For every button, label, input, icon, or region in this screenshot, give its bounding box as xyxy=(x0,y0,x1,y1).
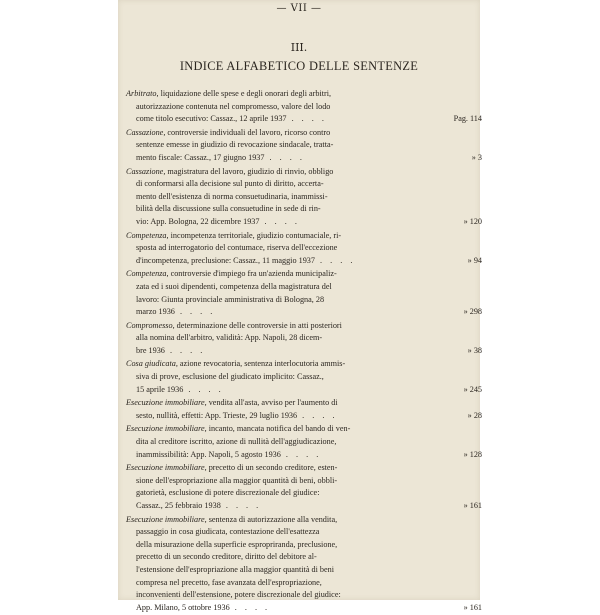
entry-term: Cassazione xyxy=(126,127,164,137)
entry-line xyxy=(126,281,482,294)
dot-leader: . . . . xyxy=(174,307,216,317)
book-page xyxy=(118,0,482,612)
entry-line xyxy=(126,101,482,114)
entry-line xyxy=(126,526,482,539)
entry-text: inconvenienti dell'estensione, potere discrezionale del giudice: xyxy=(136,590,341,600)
entry-text: , controversie d'impiego fra un'azienda municipaliz- xyxy=(166,269,337,279)
entry-text: marzo 1936 xyxy=(136,307,175,317)
entry-text: l'estensione dell'espropriazione alla maggior quantità di beni xyxy=(136,564,335,574)
entry-text: come titolo esecutivo: Cassaz., 12 aprile 1937 xyxy=(136,114,287,124)
entry-line xyxy=(126,191,482,204)
entry-line xyxy=(126,397,482,410)
entry-line xyxy=(126,589,482,602)
entry-line xyxy=(126,487,482,500)
entry-text: vio: App. Bologna, 22 dicembre 1937 xyxy=(136,216,260,226)
entry-text: Cassaz., 25 febbraio 1938 xyxy=(136,501,221,510)
page-reference: » 298 xyxy=(463,307,482,317)
entry-line xyxy=(126,152,482,165)
entry-line xyxy=(126,294,482,307)
entry-line xyxy=(126,514,482,527)
entry-text: , azione revocatoria, sentenza interlocutoria ammis- xyxy=(175,359,346,369)
dot-leader: . . . . xyxy=(264,152,305,162)
entry-line xyxy=(126,306,482,319)
entry-line xyxy=(126,166,482,179)
index-entry xyxy=(126,320,482,358)
dot-leader: . . . . xyxy=(297,410,338,420)
entry-line xyxy=(126,113,482,126)
page-reference: » 128 xyxy=(463,449,482,459)
entry-term: Esecuzione immobiliare xyxy=(126,398,205,408)
entry-text: sione dell'espropriazione alla maggior quantità di beni, obbli- xyxy=(136,475,338,485)
page-reference: » 94 xyxy=(467,255,482,265)
page-reference: Pag. 114 xyxy=(453,114,482,124)
entry-text: lavoro: Giunta provinciale amministrativa di Bologna, 28 xyxy=(136,294,325,304)
index-entry xyxy=(126,397,482,422)
entry-line xyxy=(126,462,482,475)
section-title: INDICE ALFABETICO DELLE SENTENZE xyxy=(179,59,419,73)
dot-leader: . . . . xyxy=(183,384,224,394)
entry-term: Esecuzione immobiliare xyxy=(126,514,205,524)
index-entries xyxy=(126,88,482,615)
entry-text: , vendita all'asta, avviso per l'aumento di xyxy=(204,398,338,408)
entry-term: Cassazione xyxy=(126,166,164,176)
entry-line xyxy=(126,242,482,255)
entry-term: Cosa giudicata xyxy=(126,359,176,369)
entry-line xyxy=(126,564,482,577)
section-number: III. xyxy=(290,41,308,54)
entry-text: mento fiscale: Cassaz., 17 giugno 1937 xyxy=(136,152,265,162)
entry-line xyxy=(126,139,482,152)
entry-line xyxy=(126,332,482,345)
index-entry xyxy=(126,358,482,396)
page-folio: — VII — xyxy=(276,3,322,14)
dot-leader: . . . . xyxy=(280,449,322,459)
entry-line xyxy=(126,475,482,488)
entry-text: zata ed i suoi dipendenti, competenza della magistratura del xyxy=(136,281,332,291)
entry-text: sposta ad interrogatorio del contumace, riserva dell'eccezione xyxy=(136,243,338,253)
entry-text: passaggio in cosa giudicata, contestazione dell'esattezza xyxy=(136,527,320,537)
index-entry xyxy=(126,462,482,512)
entry-line xyxy=(126,551,482,564)
dot-leader: . . . . xyxy=(259,216,300,226)
entry-text: , incompetenza territoriale, giudizio contumaciale, ri- xyxy=(166,230,342,240)
page-reference: » 161 xyxy=(463,501,482,510)
entry-line xyxy=(126,268,482,281)
entry-line xyxy=(126,577,482,590)
entry-term: Esecuzione immobiliare xyxy=(126,424,205,434)
entry-line xyxy=(126,320,482,333)
entry-text: siva di prove, esclusione del giudicato implicito: Cassaz., xyxy=(136,372,324,382)
entry-line xyxy=(126,449,482,462)
entry-text: App. Milano, 5 ottobre 1936 xyxy=(136,602,230,612)
entry-text: gatorietà, esclusione di potere discrezionale del giudice: xyxy=(136,488,320,498)
entry-text: precetto di un secondo creditore, diritto del debitore al- xyxy=(136,552,317,562)
page-reference: » 161 xyxy=(463,602,482,612)
entry-text: bre 1936 xyxy=(136,345,165,355)
entry-text: di conformarsi alla decisione sul punto di diritto, accerta- xyxy=(136,179,324,189)
index-entry xyxy=(126,230,482,268)
entry-text: , liquidazione delle spese e degli onorari degli arbitri, xyxy=(156,89,332,98)
entry-line xyxy=(126,127,482,140)
entry-text: dita al creditore iscritto, azione di nullità dell'aggiudicazione, xyxy=(136,437,337,447)
entry-text: della misurazione della superficie espropriranda, preclusione, xyxy=(136,539,338,549)
entry-line xyxy=(126,203,482,216)
entry-text: sesto, nullità, effetti: App. Trieste, 29 luglio 1936 xyxy=(136,410,298,420)
entry-text: d'incompetenza, preclusione: Cassaz., 11 maggio 1937 xyxy=(136,255,315,265)
entry-term: Arbitrato xyxy=(126,89,157,98)
index-entry xyxy=(126,166,482,229)
page-reference: » 28 xyxy=(467,410,482,420)
entry-line xyxy=(126,178,482,191)
entry-line xyxy=(126,602,482,615)
dot-leader: . . . . xyxy=(229,602,271,612)
page-reference: » 120 xyxy=(463,216,482,226)
entry-line xyxy=(126,423,482,436)
entry-text: mento dell'esistenza di norma consuetudinaria, inammissi- xyxy=(136,191,328,201)
entry-term: Competenza xyxy=(126,269,167,279)
entry-term: Esecuzione immobiliare xyxy=(126,463,205,473)
entry-text: , sentenza di autorizzazione alla vendita, xyxy=(204,514,338,524)
index-entry xyxy=(126,88,482,126)
entry-term: Competenza xyxy=(126,230,167,240)
entry-line xyxy=(126,539,482,552)
entry-text: , incanto, mancata notifica del bando di ven- xyxy=(204,424,351,434)
entry-line xyxy=(126,384,482,397)
entry-line xyxy=(126,500,482,513)
index-entry xyxy=(126,127,482,165)
page-reference: » 245 xyxy=(463,384,482,394)
index-entry xyxy=(126,423,482,461)
dot-leader: . . . . xyxy=(314,255,356,265)
dot-leader: . . . . xyxy=(164,345,206,355)
entry-line xyxy=(126,371,482,384)
entry-line xyxy=(126,216,482,229)
entry-term: Compromesso xyxy=(126,320,173,330)
entry-text: sentenze emesse in giudizio di revocazione sindacale, tratta- xyxy=(136,140,334,150)
entry-text: , determinazione delle controversie in atti posteriori xyxy=(172,320,342,330)
dot-leader: . . . . xyxy=(286,114,327,124)
index-entry xyxy=(126,514,482,615)
entry-text: , magistratura del lavoro, giudizio di rinvio, obbligo xyxy=(163,166,334,176)
entry-line xyxy=(126,358,482,371)
entry-line xyxy=(126,230,482,243)
entry-text: autorizzazione contenuta nel compromesso, valore del lodo xyxy=(136,101,331,111)
entry-text: bilità della discussione sulla consuetudine in sede di rin- xyxy=(136,204,321,214)
entry-text: 15 aprile 1936 xyxy=(136,384,184,394)
dot-leader: . . . . xyxy=(220,501,262,510)
entry-text: compresa nel precetto, fase avanzata dell'espropriazione, xyxy=(136,577,322,587)
entry-text: inammissibilità: App. Napoli, 5 agosto 1936 xyxy=(136,449,281,459)
page-reference: » 3 xyxy=(471,152,482,162)
entry-line xyxy=(126,436,482,449)
entry-line xyxy=(126,410,482,423)
entry-line xyxy=(126,345,482,358)
page-reference: » 38 xyxy=(467,345,482,355)
entry-text: , precetto di un secondo creditore, esten- xyxy=(204,463,338,473)
entry-text: alla nomina dell'arbitro, validità: App. Napoli, 28 dicem- xyxy=(136,333,323,343)
entry-line xyxy=(126,255,482,268)
index-entry xyxy=(126,268,482,318)
entry-text: , controversie individuali del lavoro, ricorso contro xyxy=(163,127,331,137)
entry-line xyxy=(126,88,482,101)
